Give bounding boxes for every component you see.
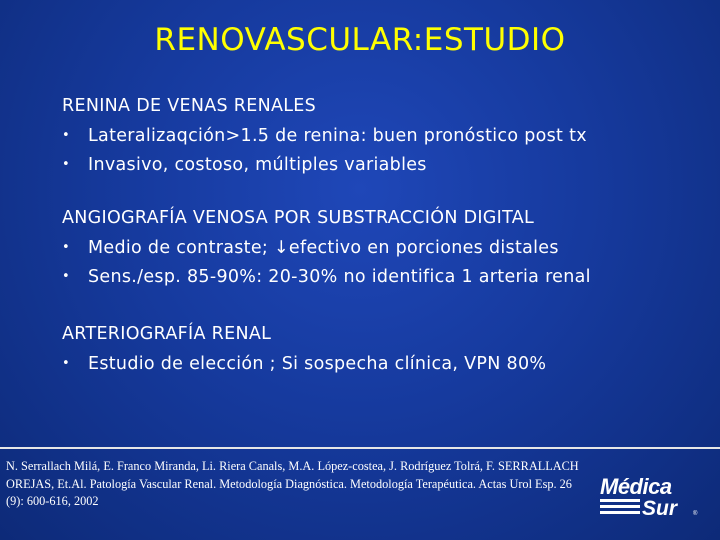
section-heading: RENINA DE VENAS RENALES xyxy=(62,96,317,116)
bullet-icon: • xyxy=(62,240,70,255)
logo-line1: Médica xyxy=(600,474,672,499)
bullet-icon: • xyxy=(62,128,70,143)
bullet-icon: • xyxy=(62,269,70,284)
logo-stripe xyxy=(600,511,640,514)
logo-line2: Sur xyxy=(642,497,678,518)
bullet-icon: • xyxy=(62,356,70,371)
list-item xyxy=(62,233,591,262)
bullet-icon: • xyxy=(62,157,70,172)
medica-sur-logo xyxy=(598,474,702,518)
section-renina xyxy=(62,92,587,179)
reference-citation: N. Serrallach Milá, E. Franco Miranda, Li. Riera Canals, M.A. López-costea, J. Rodríguez Tolrá, F. SERRALLACH OREJAS, Et.Al. Patología Vascular Renal. Metodología Diagnóstica. Metodología Terapéutica. Actas Urol Esp. 26 (9): 600-616, 2002 xyxy=(6,459,579,508)
section-heading: ARTERIOGRAFÍA RENAL xyxy=(62,324,272,344)
bullet-text: Invasivo, costoso, múltiples variables xyxy=(88,155,427,175)
list-item xyxy=(62,150,587,179)
logo-stripe xyxy=(600,505,640,508)
list-item xyxy=(62,121,587,150)
section-heading: ANGIOGRAFÍA VENOSA POR SUBSTRACCIÓN DIGITAL xyxy=(62,208,535,228)
section-angiografia xyxy=(62,204,591,291)
bullet-text: Medio de contraste; ↓efectivo en porciones distales xyxy=(88,238,559,258)
bullet-text: Lateralizaqción>1.5 de renina: buen pronóstico post tx xyxy=(88,126,587,146)
bullet-text: Sens./esp. 85-90%: 20-30% no identifica 1 arteria renal xyxy=(88,267,591,287)
list-item xyxy=(62,262,591,291)
logo-registered-mark: ® xyxy=(693,511,698,517)
slide-title: RENOVASCULAR:ESTUDIO xyxy=(154,22,566,58)
list-item xyxy=(62,349,546,378)
logo-stripe xyxy=(600,499,640,502)
divider xyxy=(0,447,720,449)
section-arteriografia xyxy=(62,320,546,378)
bullet-text: Estudio de elección ; Si sospecha clínica, VPN 80% xyxy=(88,354,547,374)
